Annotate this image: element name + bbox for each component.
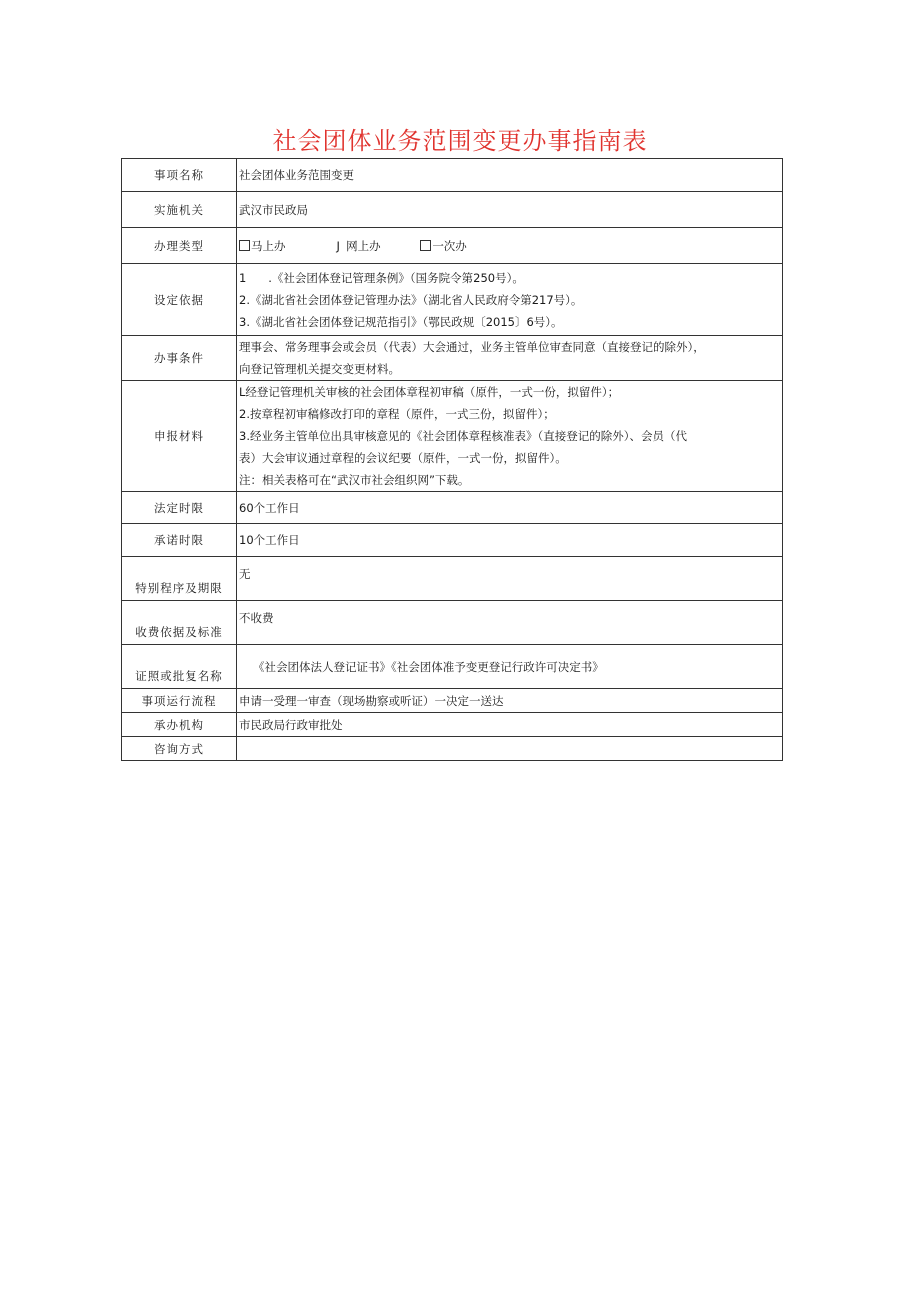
- agency-label: 实施机关: [122, 192, 237, 228]
- basis-line: 2.《湖北省社会团体登记管理办法》（湖北省人民政府令第217号）。: [239, 292, 583, 307]
- conditions-line: 向登记管理机关提交变更材料。: [239, 362, 400, 376]
- guide-table: [121, 158, 783, 761]
- materials-line: 2.按章程初审稿修改打印的章程（原件，一式三份，拟留件）；: [239, 407, 555, 421]
- table-row-office: [122, 713, 783, 737]
- table-row-legal-limit: [122, 492, 783, 524]
- agency-value: 武汉市民政局: [237, 192, 783, 228]
- option-online-label: 网上办: [346, 238, 381, 253]
- handling-type-label: 办理类型: [122, 228, 237, 264]
- item-name-label: 事项名称: [122, 159, 237, 192]
- certificate-label: 证照或批复名称: [122, 645, 237, 689]
- materials-line: L经登记管理机关审核的社会团体章程初审稿（原件，一式一份，拟留件）；: [239, 385, 620, 399]
- option-immediate-label: 马上办: [251, 238, 286, 253]
- promised-limit-value: 10个工作日: [237, 524, 783, 557]
- option-one-visit[interactable]: [420, 235, 467, 257]
- materials-line: 表）大会审议通过章程的会议纪要（原件，一式一份，拟留件）。: [239, 451, 567, 465]
- table-row-handling-type: [122, 228, 783, 264]
- check-mark-icon: J: [336, 238, 340, 253]
- materials-line: 3.经业务主管单位出具审核意见的《社会团体章程核准表》（直接登记的除外）、会员（代: [239, 429, 687, 443]
- office-label: 承办机构: [122, 713, 237, 737]
- conditions-line: 理事会、常务理事会或会员（代表）大会通过，业务主管单位审查同意（直接登记的除外），: [239, 340, 705, 354]
- contact-value: [237, 737, 783, 761]
- page-title: 社会团体业务范围变更办事指南表: [272, 127, 648, 155]
- option-online[interactable]: [333, 235, 381, 257]
- fees-label: 收费依据及标准: [122, 601, 237, 645]
- basis-line: 3.《湖北省社会团体登记规范指引》（鄂民政规〔2015〕6号）。: [239, 314, 563, 329]
- legal-limit-value: 60个工作日: [237, 492, 783, 524]
- handling-type-value: [237, 228, 783, 264]
- table-row-agency: [122, 192, 783, 228]
- checkbox-icon: [239, 240, 250, 251]
- legal-limit-label: 法定时限: [122, 492, 237, 524]
- basis-value: [237, 264, 783, 336]
- materials-note: 注：相关表格可在“武汉市社会组织网”下载。: [239, 473, 470, 487]
- option-one-visit-label: 一次办: [432, 238, 467, 253]
- materials-label: 申报材料: [122, 381, 237, 492]
- conditions-value: [237, 336, 783, 381]
- materials-value: [237, 381, 783, 492]
- process-value: 申请一受理一审查（现场勘察或听证）一决定一送达: [237, 689, 783, 713]
- basis-label: 设定依据: [122, 264, 237, 336]
- special-value: 无: [237, 557, 783, 601]
- table-row-contact: [122, 737, 783, 761]
- table-row-certificate: [122, 645, 783, 689]
- table-row-conditions: [122, 336, 783, 381]
- table-row-item-name: [122, 159, 783, 192]
- special-label: 特别程序及期限: [122, 557, 237, 601]
- table-row-promised-limit: [122, 524, 783, 557]
- checkbox-icon: [420, 240, 431, 251]
- option-immediate[interactable]: [239, 235, 286, 257]
- table-row-fees: [122, 601, 783, 645]
- table-row-materials: [122, 381, 783, 492]
- office-value: 市民政局行政审批处: [237, 713, 783, 737]
- table-row-basis: [122, 264, 783, 336]
- table-row-special: [122, 557, 783, 601]
- conditions-label: 办事条件: [122, 336, 237, 381]
- promised-limit-label: 承诺时限: [122, 524, 237, 557]
- process-label: 事项运行流程: [122, 689, 237, 713]
- table-row-process: [122, 689, 783, 713]
- fees-value: 不收费: [237, 601, 783, 645]
- certificate-value: 《社会团体法人登记证书》《社会团体准予变更登记行政许可决定书》: [237, 645, 783, 689]
- contact-label: 咨询方式: [122, 737, 237, 761]
- basis-line: 1 .《社会团体登记管理条例》（国务院令第250号）。: [239, 270, 524, 285]
- item-name-value: 社会团体业务范围变更: [237, 159, 783, 192]
